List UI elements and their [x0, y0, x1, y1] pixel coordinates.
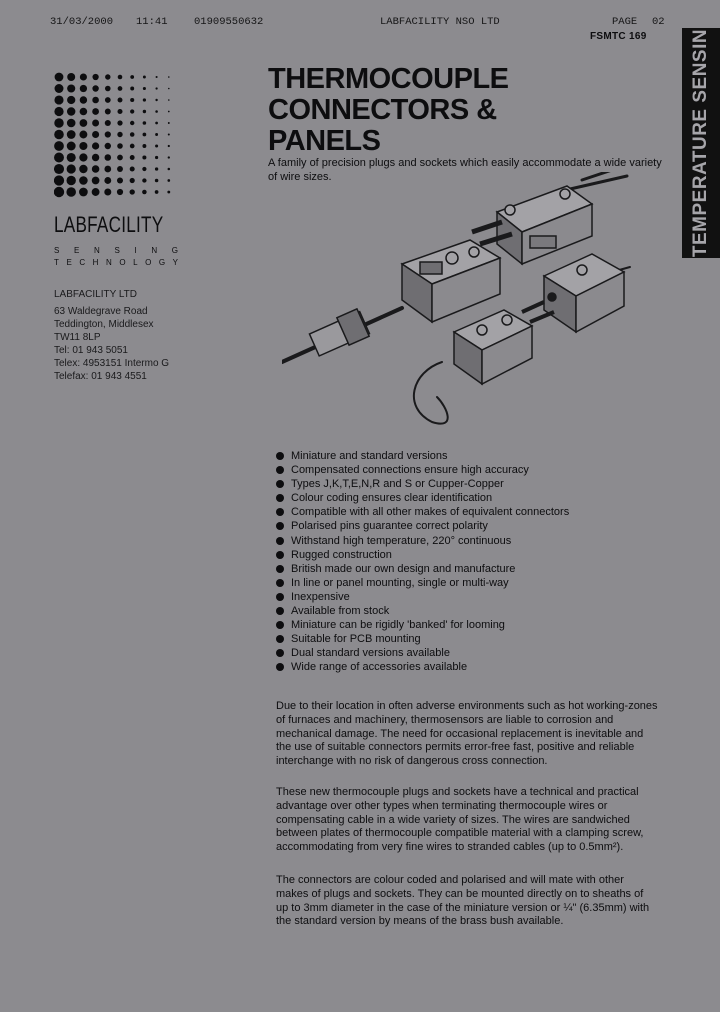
- logo-dot: [143, 76, 146, 79]
- logo-dot: [92, 131, 99, 138]
- logo-dot: [67, 130, 76, 139]
- document-reference: FSMTC 169: [590, 31, 647, 42]
- tagline-letter: E: [74, 246, 80, 255]
- logo-dot: [142, 190, 147, 195]
- logo-dot: [67, 107, 75, 115]
- page-title: [268, 64, 509, 157]
- logo-dot: [130, 87, 134, 91]
- feature-item: Polarised pins guarantee correct polarity: [276, 519, 569, 533]
- logo-dot: [67, 73, 75, 81]
- logo-dot: [130, 144, 135, 149]
- logo-dot: [155, 87, 157, 89]
- logo-dot: [130, 98, 134, 102]
- feature-item: Types J,K,T,E,N,R and S or Cupper-Copper: [276, 477, 569, 491]
- logo-dot: [118, 98, 123, 103]
- address-line: Telefax: 01 943 4551: [54, 371, 147, 382]
- logo-dot: [79, 153, 87, 161]
- tagline-letter: G: [158, 258, 166, 267]
- logo-dot: [92, 188, 100, 196]
- logo-dot: [168, 76, 170, 78]
- logo-dot: [92, 74, 98, 80]
- address-line: Tel: 01 943 5051: [54, 345, 128, 356]
- logo-dot: [55, 84, 64, 93]
- address-line: Telex: 4953151 Intermo G: [54, 358, 170, 369]
- logo-dot: [130, 155, 135, 160]
- logo-dot: [156, 76, 158, 78]
- logo-dot: [54, 95, 63, 104]
- logo-dot: [155, 190, 159, 194]
- logo-dot: [105, 97, 111, 103]
- logo-dot: [130, 166, 135, 171]
- page-subtitle: A family of precision plugs and sockets which easily accommodate a wide variety of wire sizes.: [268, 157, 662, 183]
- logo-dot: [130, 75, 134, 79]
- fax-page-label: PAGE: [612, 16, 638, 28]
- logo-dot: [155, 122, 158, 125]
- logo-dot: [143, 121, 147, 125]
- logo-dot: [80, 119, 88, 127]
- logo-dot: [117, 120, 122, 125]
- logo-dot: [118, 75, 123, 80]
- logo-dot: [54, 187, 64, 197]
- logo-dot: [130, 121, 134, 125]
- logo-dot: [117, 155, 123, 161]
- logo-dot: [142, 178, 146, 182]
- logo-dot: [155, 99, 157, 101]
- logo-dot: [104, 188, 111, 195]
- tagline-letter: C: [79, 258, 86, 267]
- logo-dot: [92, 154, 99, 161]
- tagline-letter: G: [171, 246, 178, 255]
- logo-dot: [168, 133, 170, 135]
- logo-dot: [79, 188, 88, 197]
- logo-dot: [105, 120, 111, 126]
- logo-dot: [104, 177, 111, 184]
- logo-dot: [67, 176, 76, 185]
- connector-right: [544, 254, 624, 332]
- fax-company: LABFACILITY NSO LTD: [380, 16, 500, 28]
- tagline-letter: S: [114, 246, 120, 255]
- tagline-letter: I: [134, 246, 137, 255]
- logo-dot: [67, 153, 76, 162]
- logo-dot: [55, 73, 64, 82]
- tagline-letter: O: [145, 258, 152, 267]
- logo-dot: [117, 189, 123, 195]
- logo-dot: [54, 164, 64, 174]
- logo-dot: [143, 98, 146, 101]
- logo-dot: [155, 167, 158, 170]
- feature-item: Miniature and standard versions: [276, 449, 569, 463]
- logo-dot: [130, 109, 134, 113]
- feature-item: Compatible with all other makes of equivalent connectors: [276, 505, 569, 519]
- logo-dot: [142, 155, 146, 159]
- fax-header: [40, 16, 680, 30]
- brass-bush: [309, 309, 369, 356]
- logo-dot: [117, 166, 123, 172]
- feature-item: Available from stock: [276, 604, 569, 618]
- logo-dot: [168, 99, 170, 101]
- logo-dot: [104, 166, 111, 173]
- logo-dot: [118, 86, 123, 91]
- tagline-letter: H: [92, 258, 99, 267]
- logo-dot: [92, 120, 99, 127]
- feature-item: Miniature can be rigidly 'banked' for looming: [276, 618, 569, 632]
- logo-dot: [67, 96, 75, 104]
- feature-item: Rugged construction: [276, 548, 569, 562]
- fax-page-number: 02: [652, 16, 665, 28]
- tagline-letter: S: [54, 246, 60, 255]
- logo-dot: [130, 189, 135, 194]
- brand-name: LABFACILITY: [54, 212, 164, 237]
- side-band: [682, 28, 720, 258]
- feature-item: Inexpensive: [276, 590, 569, 604]
- address-line: Teddington, Middlesex: [54, 319, 154, 330]
- address-line: TW11 8LP: [54, 332, 101, 343]
- feature-item: Dual standard versions available: [276, 646, 569, 660]
- logo-dot: [105, 131, 111, 137]
- feature-item: Wide range of accessories available: [276, 660, 569, 674]
- tagline-letter: L: [133, 258, 138, 267]
- logo-dot: [167, 179, 170, 182]
- logo-dot: [79, 176, 88, 185]
- tagline-letter: N: [151, 246, 158, 255]
- logo-dot: [79, 131, 87, 139]
- logo-dot: [92, 97, 99, 104]
- logo-dot: [67, 164, 76, 173]
- tagline-letter: E: [66, 258, 72, 267]
- logo-dot: [80, 108, 88, 116]
- tagline-letter: N: [94, 246, 100, 255]
- logo-dot: [67, 142, 76, 151]
- logo-dot: [67, 119, 76, 128]
- tagline-letter: N: [105, 258, 112, 267]
- logo-dot: [105, 143, 111, 149]
- logo-dot: [66, 187, 76, 197]
- tagline-letter: O: [119, 258, 126, 267]
- logo-dot: [168, 156, 170, 158]
- logo-dot: [79, 142, 87, 150]
- logo-dot: [130, 178, 135, 183]
- logo-dot: [92, 142, 99, 149]
- logo-dot: [155, 179, 159, 183]
- logo-dot: [105, 154, 112, 161]
- title-line: THERMOCOUPLE: [268, 63, 509, 95]
- logo-dot: [143, 87, 146, 90]
- logo-dot: [168, 145, 170, 147]
- connector-bottom: [454, 302, 554, 384]
- logo-dot: [155, 156, 158, 159]
- logo-dot: [168, 122, 170, 124]
- logo-dot: [142, 167, 146, 171]
- logo-dot: [54, 107, 63, 116]
- connector-top-right: [497, 186, 592, 264]
- brand-tagline-technology: [54, 258, 178, 267]
- feature-item: Suitable for PCB mounting: [276, 632, 569, 646]
- logo-dot: [143, 110, 146, 113]
- feature-item: Colour coding ensures clear identification: [276, 491, 569, 505]
- logo-dot: [80, 85, 87, 92]
- logo-dot: [80, 96, 87, 103]
- tagline-letter: T: [54, 258, 59, 267]
- logo-dot: [168, 168, 171, 171]
- logo-dot: [117, 132, 122, 137]
- body-paragraph-3: The connectors are colour coded and polarised and will mate with other makes of plugs and sockets. They can be mounted directly on to sheaths of up to 3mm diameter in the case of the miniature version or ¼" (6.35mm) with the standard version by means of the brass bush available.: [276, 874, 650, 928]
- logo-dot: [117, 109, 122, 114]
- logo-dot-grid-icon: [54, 72, 172, 198]
- logo-dot: [168, 88, 170, 90]
- feature-item: Compensated connections ensure high accuracy: [276, 463, 569, 477]
- logo-dot: [167, 191, 170, 194]
- brand-tagline-sensing: [54, 246, 178, 255]
- side-band-text: TEMPERATURE SENSIN: [690, 28, 712, 258]
- logo-dot: [92, 165, 100, 173]
- logo-dot: [155, 110, 158, 113]
- logo-dot: [54, 175, 64, 185]
- logo-dot: [117, 143, 123, 149]
- logo-dot: [54, 153, 64, 163]
- title-line: PANELS: [268, 125, 381, 157]
- logo-dot: [92, 108, 99, 115]
- body-paragraph-1: Due to their location in often adverse environments such as hot working-zones of furnaces and machinery, thermosensors are liable to corrosion and mechanical damage. The need for occasional replacement is inevitable and the use of suitable connectors permits error-free fast, positive and reliable interchange with no risk of dangerous cross connection.: [276, 700, 658, 768]
- logo-dot: [92, 85, 98, 91]
- logo-dot: [155, 133, 158, 136]
- logo-dot: [105, 86, 111, 92]
- feature-list: [276, 449, 569, 675]
- logo-dot: [79, 165, 87, 173]
- logo-dot: [117, 177, 123, 183]
- logo-dot: [105, 74, 110, 79]
- company-address: [54, 288, 169, 383]
- logo-dot: [54, 130, 64, 140]
- connector-middle: [402, 222, 512, 322]
- logo-dot: [67, 84, 75, 92]
- body-paragraph-2: These new thermocouple plugs and sockets have a technical and practical advantage over other types when terminating thermocouple wires or compensating cable in a wide variety of sizes. The wires are sandwiched between plates of thermocouple compatible material with a clamping screw, accommodating from very fine wires to stranded cables (up to 0.5mm²).: [276, 786, 644, 854]
- logo-dot: [155, 144, 158, 147]
- tagline-letter: Y: [172, 258, 178, 267]
- address-line: 63 Waldegrave Road: [54, 306, 148, 317]
- logo-dot: [92, 177, 100, 185]
- logo-dot: [80, 73, 87, 80]
- fax-time: 11:41: [136, 16, 168, 28]
- address-line: LABFACILITY LTD: [54, 289, 137, 300]
- feature-item: In line or panel mounting, single or multi-way: [276, 576, 569, 590]
- logo-dot: [168, 111, 170, 113]
- feature-item: Withstand high temperature, 220° continuous: [276, 534, 569, 548]
- logo-dot: [105, 109, 111, 115]
- logo-dot: [54, 141, 64, 151]
- logo-dot: [142, 144, 146, 148]
- feature-item: British made our own design and manufacture: [276, 562, 569, 576]
- fax-date: 31/03/2000: [50, 16, 114, 28]
- connectors-product-photo: [282, 172, 632, 434]
- logo-dot: [130, 132, 135, 137]
- title-line: CONNECTORS &: [268, 94, 497, 126]
- fax-phone: 01909550632: [194, 16, 264, 28]
- logo-dot: [143, 133, 147, 137]
- logo-dot: [54, 118, 63, 127]
